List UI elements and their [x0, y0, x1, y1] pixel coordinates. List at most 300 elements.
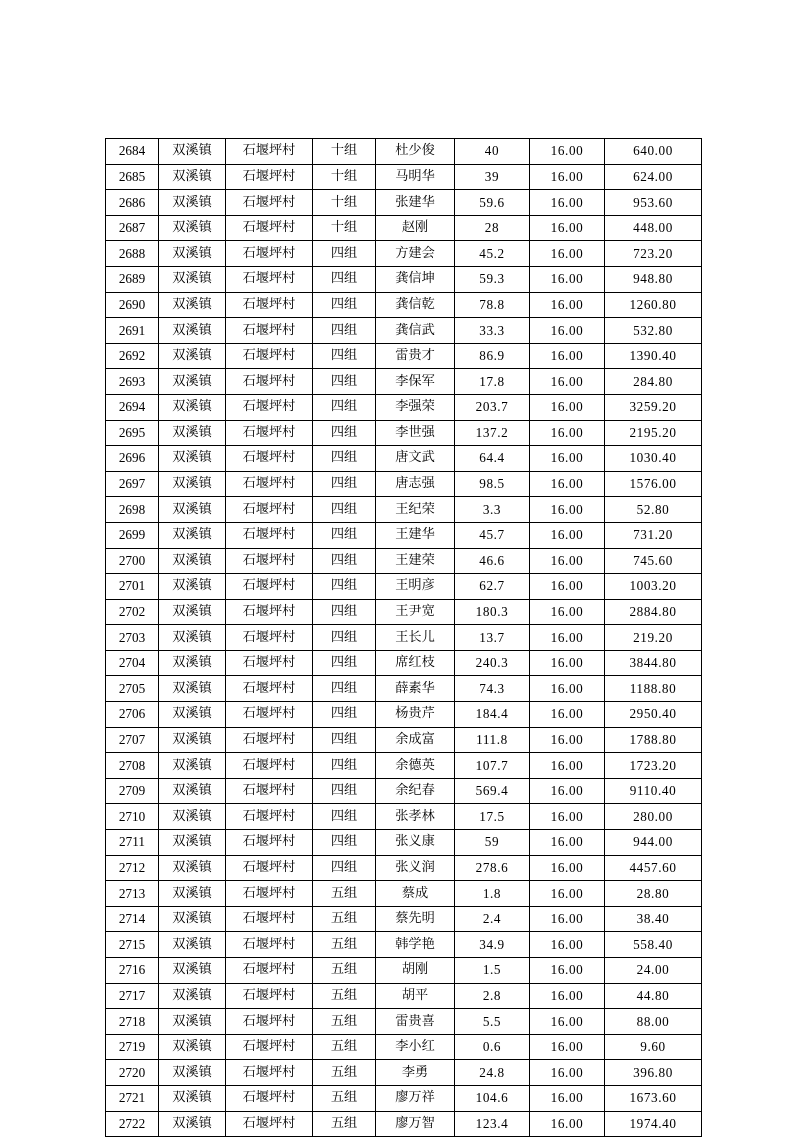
cell-village: 石堰坪村	[226, 318, 313, 344]
cell-amount: 3844.80	[605, 650, 702, 676]
cell-amount: 4457.60	[605, 855, 702, 881]
table-row	[106, 599, 702, 625]
cell-group: 四组	[313, 369, 376, 395]
cell-group: 四组	[313, 702, 376, 728]
cell-name: 王明彦	[376, 574, 455, 600]
cell-village: 石堰坪村	[226, 497, 313, 523]
cell-area: 17.8	[455, 369, 530, 395]
cell-amount: 52.80	[605, 497, 702, 523]
cell-town: 双溪镇	[159, 1085, 226, 1111]
cell-village: 石堰坪村	[226, 190, 313, 216]
cell-id: 2700	[106, 548, 159, 574]
table-row	[106, 394, 702, 420]
cell-rate: 16.00	[530, 625, 605, 651]
cell-village: 石堰坪村	[226, 1034, 313, 1060]
cell-amount: 948.80	[605, 266, 702, 292]
cell-amount: 88.00	[605, 1009, 702, 1035]
cell-id: 2704	[106, 650, 159, 676]
cell-id: 2709	[106, 778, 159, 804]
cell-area: 569.4	[455, 778, 530, 804]
cell-id: 2714	[106, 906, 159, 932]
cell-amount: 1576.00	[605, 471, 702, 497]
cell-village: 石堰坪村	[226, 1009, 313, 1035]
cell-area: 59.6	[455, 190, 530, 216]
cell-rate: 16.00	[530, 727, 605, 753]
table-row	[106, 292, 702, 318]
cell-name: 杨贵芹	[376, 702, 455, 728]
cell-rate: 16.00	[530, 702, 605, 728]
table-row	[106, 215, 702, 241]
cell-amount: 723.20	[605, 241, 702, 267]
cell-town: 双溪镇	[159, 522, 226, 548]
cell-amount: 448.00	[605, 215, 702, 241]
cell-id: 2708	[106, 753, 159, 779]
cell-group: 四组	[313, 343, 376, 369]
cell-name: 唐志强	[376, 471, 455, 497]
cell-town: 双溪镇	[159, 830, 226, 856]
cell-group: 五组	[313, 881, 376, 907]
cell-village: 石堰坪村	[226, 599, 313, 625]
cell-village: 石堰坪村	[226, 906, 313, 932]
cell-area: 137.2	[455, 420, 530, 446]
cell-name: 余德英	[376, 753, 455, 779]
cell-town: 双溪镇	[159, 804, 226, 830]
cell-rate: 16.00	[530, 778, 605, 804]
cell-town: 双溪镇	[159, 215, 226, 241]
cell-group: 四组	[313, 574, 376, 600]
cell-rate: 16.00	[530, 881, 605, 907]
cell-town: 双溪镇	[159, 190, 226, 216]
cell-rate: 16.00	[530, 292, 605, 318]
cell-amount: 1260.80	[605, 292, 702, 318]
cell-area: 3.3	[455, 497, 530, 523]
cell-village: 石堰坪村	[226, 548, 313, 574]
cell-town: 双溪镇	[159, 471, 226, 497]
cell-group: 四组	[313, 778, 376, 804]
cell-rate: 16.00	[530, 241, 605, 267]
cell-name: 王建华	[376, 522, 455, 548]
cell-group: 五组	[313, 983, 376, 1009]
cell-rate: 16.00	[530, 497, 605, 523]
cell-village: 石堰坪村	[226, 139, 313, 165]
cell-village: 石堰坪村	[226, 343, 313, 369]
cell-id: 2717	[106, 983, 159, 1009]
cell-group: 四组	[313, 804, 376, 830]
cell-group: 四组	[313, 446, 376, 472]
cell-area: 62.7	[455, 574, 530, 600]
cell-group: 四组	[313, 855, 376, 881]
cell-name: 李勇	[376, 1060, 455, 1086]
cell-id: 2721	[106, 1085, 159, 1111]
table-row	[106, 190, 702, 216]
cell-name: 王纪荣	[376, 497, 455, 523]
cell-id: 2702	[106, 599, 159, 625]
cell-area: 13.7	[455, 625, 530, 651]
cell-amount: 2195.20	[605, 420, 702, 446]
cell-rate: 16.00	[530, 139, 605, 165]
cell-village: 石堰坪村	[226, 958, 313, 984]
cell-name: 蔡成	[376, 881, 455, 907]
cell-rate: 16.00	[530, 906, 605, 932]
cell-rate: 16.00	[530, 420, 605, 446]
cell-group: 四组	[313, 830, 376, 856]
cell-town: 双溪镇	[159, 420, 226, 446]
cell-group: 十组	[313, 164, 376, 190]
cell-amount: 1003.20	[605, 574, 702, 600]
cell-group: 四组	[313, 753, 376, 779]
cell-group: 四组	[313, 241, 376, 267]
cell-name: 杜少俊	[376, 139, 455, 165]
cell-rate: 16.00	[530, 830, 605, 856]
cell-group: 四组	[313, 318, 376, 344]
cell-rate: 16.00	[530, 932, 605, 958]
table-row	[106, 881, 702, 907]
table-row	[106, 702, 702, 728]
cell-name: 王尹宽	[376, 599, 455, 625]
table-row	[106, 574, 702, 600]
cell-area: 1.5	[455, 958, 530, 984]
table-row	[106, 164, 702, 190]
table-row	[106, 548, 702, 574]
table-row	[106, 804, 702, 830]
cell-village: 石堰坪村	[226, 932, 313, 958]
cell-group: 五组	[313, 958, 376, 984]
cell-group: 五组	[313, 906, 376, 932]
cell-village: 石堰坪村	[226, 471, 313, 497]
cell-town: 双溪镇	[159, 599, 226, 625]
table-row	[106, 676, 702, 702]
cell-amount: 44.80	[605, 983, 702, 1009]
cell-id: 2693	[106, 369, 159, 395]
cell-amount: 731.20	[605, 522, 702, 548]
cell-group: 十组	[313, 215, 376, 241]
cell-rate: 16.00	[530, 958, 605, 984]
table-body	[106, 139, 702, 1137]
cell-town: 双溪镇	[159, 394, 226, 420]
cell-name: 赵刚	[376, 215, 455, 241]
cell-town: 双溪镇	[159, 1034, 226, 1060]
cell-id: 2719	[106, 1034, 159, 1060]
cell-group: 四组	[313, 727, 376, 753]
cell-amount: 38.40	[605, 906, 702, 932]
cell-area: 184.4	[455, 702, 530, 728]
cell-group: 四组	[313, 394, 376, 420]
cell-amount: 2950.40	[605, 702, 702, 728]
cell-amount: 558.40	[605, 932, 702, 958]
cell-name: 李保军	[376, 369, 455, 395]
cell-group: 四组	[313, 650, 376, 676]
cell-id: 2701	[106, 574, 159, 600]
cell-rate: 16.00	[530, 676, 605, 702]
cell-village: 石堰坪村	[226, 241, 313, 267]
cell-id: 2712	[106, 855, 159, 881]
table-row	[106, 522, 702, 548]
cell-amount: 2884.80	[605, 599, 702, 625]
cell-rate: 16.00	[530, 471, 605, 497]
cell-amount: 1974.40	[605, 1111, 702, 1137]
cell-amount: 1723.20	[605, 753, 702, 779]
cell-town: 双溪镇	[159, 676, 226, 702]
cell-amount: 28.80	[605, 881, 702, 907]
cell-id: 2694	[106, 394, 159, 420]
cell-village: 石堰坪村	[226, 778, 313, 804]
cell-amount: 9.60	[605, 1034, 702, 1060]
cell-amount: 944.00	[605, 830, 702, 856]
cell-group: 五组	[313, 1009, 376, 1035]
cell-village: 石堰坪村	[226, 753, 313, 779]
cell-id: 2718	[106, 1009, 159, 1035]
table-row	[106, 1060, 702, 1086]
cell-amount: 624.00	[605, 164, 702, 190]
cell-id: 2713	[106, 881, 159, 907]
cell-area: 278.6	[455, 855, 530, 881]
cell-area: 2.8	[455, 983, 530, 1009]
table-row	[106, 266, 702, 292]
cell-rate: 16.00	[530, 1009, 605, 1035]
cell-village: 石堰坪村	[226, 292, 313, 318]
cell-amount: 24.00	[605, 958, 702, 984]
cell-amount: 284.80	[605, 369, 702, 395]
cell-name: 王长儿	[376, 625, 455, 651]
cell-rate: 16.00	[530, 574, 605, 600]
cell-group: 四组	[313, 522, 376, 548]
table-row	[106, 241, 702, 267]
cell-area: 86.9	[455, 343, 530, 369]
table-row	[106, 727, 702, 753]
cell-rate: 16.00	[530, 190, 605, 216]
cell-name: 唐文武	[376, 446, 455, 472]
cell-amount: 219.20	[605, 625, 702, 651]
cell-town: 双溪镇	[159, 702, 226, 728]
cell-town: 双溪镇	[159, 548, 226, 574]
cell-name: 张建华	[376, 190, 455, 216]
table-row	[106, 906, 702, 932]
cell-rate: 16.00	[530, 1034, 605, 1060]
cell-area: 64.4	[455, 446, 530, 472]
cell-amount: 1390.40	[605, 343, 702, 369]
cell-area: 59	[455, 830, 530, 856]
table-row	[106, 497, 702, 523]
table-row	[106, 778, 702, 804]
cell-village: 石堰坪村	[226, 855, 313, 881]
cell-rate: 16.00	[530, 1111, 605, 1137]
cell-group: 五组	[313, 1060, 376, 1086]
table-row	[106, 446, 702, 472]
cell-village: 石堰坪村	[226, 727, 313, 753]
cell-amount: 532.80	[605, 318, 702, 344]
table-row	[106, 625, 702, 651]
cell-area: 33.3	[455, 318, 530, 344]
cell-group: 四组	[313, 292, 376, 318]
table-row	[106, 471, 702, 497]
cell-town: 双溪镇	[159, 497, 226, 523]
cell-rate: 16.00	[530, 804, 605, 830]
cell-id: 2722	[106, 1111, 159, 1137]
cell-town: 双溪镇	[159, 983, 226, 1009]
cell-village: 石堰坪村	[226, 215, 313, 241]
cell-name: 张义康	[376, 830, 455, 856]
cell-rate: 16.00	[530, 1085, 605, 1111]
cell-group: 四组	[313, 676, 376, 702]
cell-id: 2706	[106, 702, 159, 728]
cell-name: 胡刚	[376, 958, 455, 984]
cell-name: 廖万智	[376, 1111, 455, 1137]
cell-name: 韩学艳	[376, 932, 455, 958]
cell-town: 双溪镇	[159, 139, 226, 165]
cell-area: 203.7	[455, 394, 530, 420]
cell-id: 2689	[106, 266, 159, 292]
cell-group: 四组	[313, 599, 376, 625]
cell-group: 五组	[313, 1085, 376, 1111]
cell-rate: 16.00	[530, 446, 605, 472]
cell-town: 双溪镇	[159, 958, 226, 984]
cell-town: 双溪镇	[159, 343, 226, 369]
cell-amount: 1188.80	[605, 676, 702, 702]
table-row	[106, 139, 702, 165]
cell-town: 双溪镇	[159, 727, 226, 753]
cell-group: 五组	[313, 932, 376, 958]
cell-area: 45.2	[455, 241, 530, 267]
cell-id: 2696	[106, 446, 159, 472]
cell-village: 石堰坪村	[226, 266, 313, 292]
cell-town: 双溪镇	[159, 369, 226, 395]
cell-name: 胡平	[376, 983, 455, 1009]
cell-name: 雷贵才	[376, 343, 455, 369]
cell-area: 1.8	[455, 881, 530, 907]
cell-village: 石堰坪村	[226, 164, 313, 190]
table-row	[106, 1034, 702, 1060]
table-row	[106, 1085, 702, 1111]
table-row	[106, 753, 702, 779]
cell-village: 石堰坪村	[226, 804, 313, 830]
cell-area: 98.5	[455, 471, 530, 497]
subsidy-table	[105, 138, 702, 1137]
cell-amount: 280.00	[605, 804, 702, 830]
cell-name: 李强荣	[376, 394, 455, 420]
table-row	[106, 420, 702, 446]
cell-town: 双溪镇	[159, 881, 226, 907]
table-row	[106, 830, 702, 856]
cell-village: 石堰坪村	[226, 1060, 313, 1086]
cell-town: 双溪镇	[159, 932, 226, 958]
cell-amount: 9110.40	[605, 778, 702, 804]
cell-town: 双溪镇	[159, 241, 226, 267]
cell-village: 石堰坪村	[226, 394, 313, 420]
cell-id: 2687	[106, 215, 159, 241]
cell-area: 59.3	[455, 266, 530, 292]
cell-name: 龚信武	[376, 318, 455, 344]
cell-group: 十组	[313, 139, 376, 165]
cell-id: 2720	[106, 1060, 159, 1086]
table-row	[106, 318, 702, 344]
cell-town: 双溪镇	[159, 574, 226, 600]
cell-area: 180.3	[455, 599, 530, 625]
cell-id: 2686	[106, 190, 159, 216]
cell-town: 双溪镇	[159, 1111, 226, 1137]
cell-id: 2710	[106, 804, 159, 830]
cell-village: 石堰坪村	[226, 983, 313, 1009]
cell-village: 石堰坪村	[226, 1111, 313, 1137]
cell-id: 2707	[106, 727, 159, 753]
cell-amount: 1673.60	[605, 1085, 702, 1111]
cell-village: 石堰坪村	[226, 650, 313, 676]
cell-town: 双溪镇	[159, 318, 226, 344]
cell-amount: 953.60	[605, 190, 702, 216]
cell-id: 2684	[106, 139, 159, 165]
cell-rate: 16.00	[530, 1060, 605, 1086]
cell-id: 2716	[106, 958, 159, 984]
cell-rate: 16.00	[530, 215, 605, 241]
cell-amount: 745.60	[605, 548, 702, 574]
cell-rate: 16.00	[530, 394, 605, 420]
cell-name: 方建会	[376, 241, 455, 267]
cell-rate: 16.00	[530, 855, 605, 881]
cell-area: 0.6	[455, 1034, 530, 1060]
cell-name: 蔡先明	[376, 906, 455, 932]
cell-group: 四组	[313, 497, 376, 523]
cell-amount: 1788.80	[605, 727, 702, 753]
table-row	[106, 1009, 702, 1035]
cell-area: 34.9	[455, 932, 530, 958]
cell-town: 双溪镇	[159, 778, 226, 804]
cell-id: 2685	[106, 164, 159, 190]
cell-area: 123.4	[455, 1111, 530, 1137]
cell-amount: 1030.40	[605, 446, 702, 472]
cell-area: 107.7	[455, 753, 530, 779]
cell-id: 2695	[106, 420, 159, 446]
cell-name: 廖万祥	[376, 1085, 455, 1111]
cell-area: 2.4	[455, 906, 530, 932]
cell-village: 石堰坪村	[226, 369, 313, 395]
cell-village: 石堰坪村	[226, 522, 313, 548]
cell-village: 石堰坪村	[226, 830, 313, 856]
cell-name: 张孝林	[376, 804, 455, 830]
cell-name: 李世强	[376, 420, 455, 446]
cell-name: 余纪春	[376, 778, 455, 804]
cell-village: 石堰坪村	[226, 881, 313, 907]
cell-rate: 16.00	[530, 343, 605, 369]
cell-area: 104.6	[455, 1085, 530, 1111]
cell-rate: 16.00	[530, 650, 605, 676]
cell-name: 雷贵喜	[376, 1009, 455, 1035]
cell-village: 石堰坪村	[226, 574, 313, 600]
cell-group: 十组	[313, 190, 376, 216]
cell-town: 双溪镇	[159, 753, 226, 779]
cell-rate: 16.00	[530, 266, 605, 292]
cell-town: 双溪镇	[159, 164, 226, 190]
cell-id: 2698	[106, 497, 159, 523]
cell-group: 四组	[313, 625, 376, 651]
cell-area: 5.5	[455, 1009, 530, 1035]
table-row	[106, 983, 702, 1009]
cell-town: 双溪镇	[159, 855, 226, 881]
cell-village: 石堰坪村	[226, 676, 313, 702]
cell-rate: 16.00	[530, 983, 605, 1009]
cell-group: 四组	[313, 266, 376, 292]
cell-name: 张义润	[376, 855, 455, 881]
cell-area: 240.3	[455, 650, 530, 676]
table-row	[106, 369, 702, 395]
cell-rate: 16.00	[530, 318, 605, 344]
cell-name: 余成富	[376, 727, 455, 753]
cell-id: 2692	[106, 343, 159, 369]
cell-area: 39	[455, 164, 530, 190]
cell-amount: 640.00	[605, 139, 702, 165]
table-row	[106, 932, 702, 958]
cell-town: 双溪镇	[159, 266, 226, 292]
cell-rate: 16.00	[530, 548, 605, 574]
cell-name: 龚信坤	[376, 266, 455, 292]
